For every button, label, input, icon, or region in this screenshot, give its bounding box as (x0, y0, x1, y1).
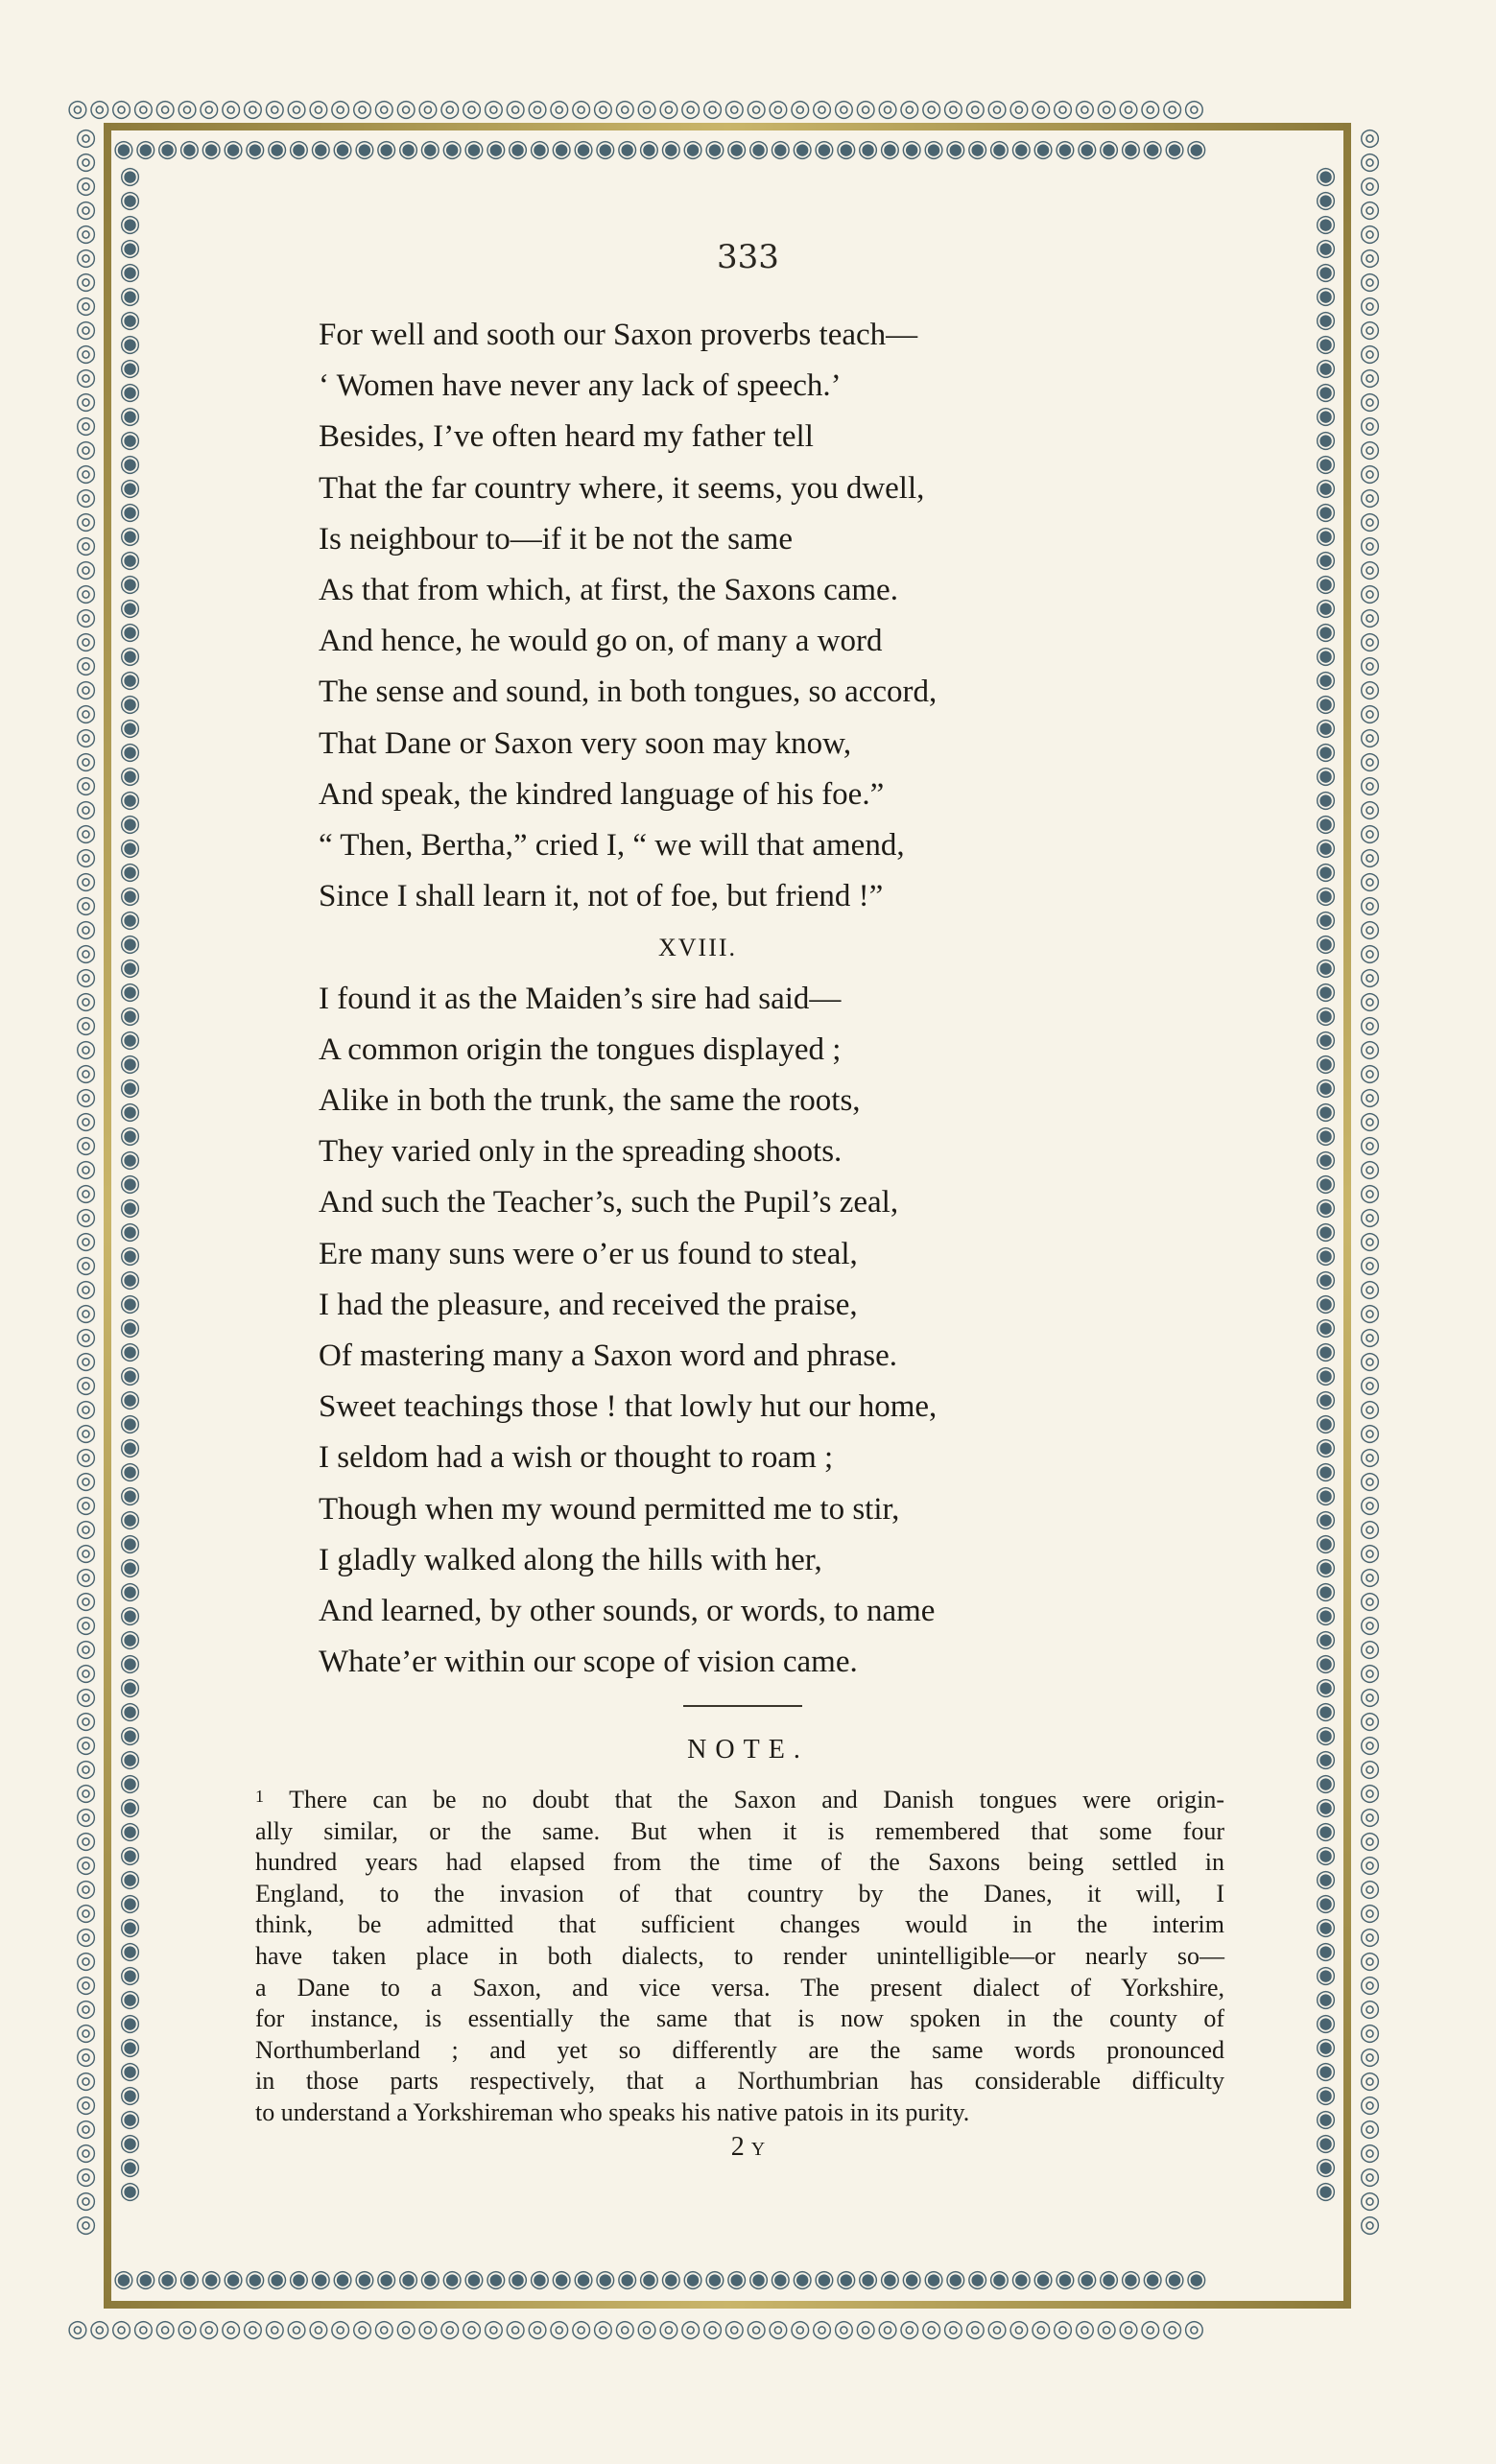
footnote-line: Northumberland ; and yet so differently are the same words pronounced (255, 2035, 1224, 2064)
poem-line: The sense and sound, in both tongues, so accord, (319, 675, 938, 710)
note-heading: NOTE. (687, 1735, 809, 1765)
section-divider (683, 1705, 802, 1707)
border-top-outer: ◎◎◎◎◎◎◎◎◎◎◎◎◎◎◎◎◎◎◎◎◎◎◎◎◎◎◎◎◎◎◎◎◎◎◎◎◎◎◎◎◎◎◎◎◎◎◎◎◎◎◎◎ (67, 96, 1206, 120)
poem-line: Whate’er within our scope of vision came. (319, 1645, 858, 1680)
poem-line: Since I shall learn it, not of foe, but friend !” (319, 879, 884, 914)
poem-line: ‘ Women have never any lack of speech.’ (319, 368, 842, 404)
border-left-inner: ◉◉◉◉◉◉◉◉◉◉◉◉◉◉◉◉◉◉◉◉◉◉◉◉◉◉◉◉◉◉◉◉◉◉◉◉◉◉◉◉◉◉◉◉◉◉◉◉◉◉◉◉◉◉◉◉◉◉◉◉◉◉◉◉◉◉◉◉◉◉◉◉◉◉◉◉◉◉◉◉◉◉◉◉◉ (119, 163, 142, 2204)
footnote-line: England, to the invasion of that country by the Danes, it will, I (255, 1879, 1224, 1907)
poem-line: I gladly walked along the hills with her, (319, 1542, 822, 1577)
footnote-line: $^1$ There can be no doubt that the Saxon and Danish tongues were origin- (255, 1786, 1224, 1813)
footnote-line: to understand a Yorkshireman who speaks his native patois in its purity. (255, 2097, 970, 2126)
poem-line: And learned, by other sounds, or words, to name (319, 1594, 936, 1629)
poem-line: Is neighbour to—if it be not the same (319, 521, 793, 557)
footnote-line: for instance, is essentially the same that is now spoken in the county of (255, 2004, 1224, 2033)
stanza-number: XVIII. (657, 934, 738, 962)
footnote-line: have taken place in both dialects, to render unintelligible—or nearly so— (255, 1941, 1224, 1970)
footnote (255, 1781, 1224, 2129)
border-right-inner: ◉◉◉◉◉◉◉◉◉◉◉◉◉◉◉◉◉◉◉◉◉◉◉◉◉◉◉◉◉◉◉◉◉◉◉◉◉◉◉◉◉◉◉◉◉◉◉◉◉◉◉◉◉◉◉◉◉◉◉◉◉◉◉◉◉◉◉◉◉◉◉◉◉◉◉◉◉◉◉◉◉◉◉◉◉ (1315, 163, 1338, 2204)
poem (319, 310, 1182, 1688)
poem-line: And speak, the kindred language of his foe.” (319, 776, 885, 812)
poem-line: And such the Teacher’s, such the Pupil’s zeal, (319, 1185, 899, 1220)
poem-line: And hence, he would go on, of many a word (319, 624, 883, 659)
poem-line: Alike in both the trunk, the same the roots, (319, 1083, 861, 1119)
poem-line: I seldom had a wish or thought to roam ; (319, 1440, 834, 1476)
poem-line: For well and sooth our Saxon proverbs teach— (319, 318, 918, 352)
poem-line: I found it as the Maiden’s sire had said— (319, 981, 842, 1016)
border-right-outer: ◎◎◎◎◎◎◎◎◎◎◎◎◎◎◎◎◎◎◎◎◎◎◎◎◎◎◎◎◎◎◎◎◎◎◎◎◎◎◎◎◎◎◎◎◎◎◎◎◎◎◎◎◎◎◎◎◎◎◎◎◎◎◎◎◎◎◎◎◎◎◎◎◎◎◎◎◎◎◎◎◎◎◎◎◎◎◎◎ (1359, 125, 1382, 2238)
footnote-line: think, be admitted that sufficient changes would in the interim (255, 1910, 1224, 1939)
border-right-gold (1343, 123, 1351, 2309)
border-bottom-outer: ◎◎◎◎◎◎◎◎◎◎◎◎◎◎◎◎◎◎◎◎◎◎◎◎◎◎◎◎◎◎◎◎◎◎◎◎◎◎◎◎◎◎◎◎◎◎◎◎◎◎◎◎ (67, 2316, 1206, 2340)
poem-line: Though when my wound permitted me to stir, (319, 1491, 900, 1527)
poem-line: Of mastering many a Saxon word and phrase. (319, 1339, 898, 1374)
signature-number: 2 (730, 2132, 745, 2162)
border-top-gold (104, 123, 1351, 130)
footnote-line: in those parts respectively, that a Northumbrian has considerable difficulty (255, 2067, 1224, 2096)
printer-signature (0, 2132, 1496, 2163)
footnote-line: a Dane to a Saxon, and vice versa. The present dialect of Yorkshire, (255, 1973, 1224, 2002)
poem-line: “ Then, Bertha,” cried I, “ we will that amend, (319, 828, 905, 864)
border-top-inner: ◉◉◉◉◉◉◉◉◉◉◉◉◉◉◉◉◉◉◉◉◉◉◉◉◉◉◉◉◉◉◉◉◉◉◉◉◉◉◉◉◉◉◉◉◉◉◉◉◉◉ (113, 136, 1208, 160)
poem-line: Ere many suns were o’er us found to steal, (319, 1236, 858, 1271)
footnote-marker: 1 (255, 1787, 264, 1806)
border-bottom-gold (104, 2301, 1351, 2309)
poem-line: Besides, I’ve often heard my father tell (319, 419, 814, 455)
poem-line: Sweet teachings those ! that lowly hut our home, (319, 1389, 938, 1425)
border-left-outer: ◎◎◎◎◎◎◎◎◎◎◎◎◎◎◎◎◎◎◎◎◎◎◎◎◎◎◎◎◎◎◎◎◎◎◎◎◎◎◎◎◎◎◎◎◎◎◎◎◎◎◎◎◎◎◎◎◎◎◎◎◎◎◎◎◎◎◎◎◎◎◎◎◎◎◎◎◎◎◎◎◎◎◎◎◎◎◎◎ (75, 125, 98, 2238)
signature-letter: Y (750, 2139, 766, 2160)
border-bottom-inner: ◉◉◉◉◉◉◉◉◉◉◉◉◉◉◉◉◉◉◉◉◉◉◉◉◉◉◉◉◉◉◉◉◉◉◉◉◉◉◉◉◉◉◉◉◉◉◉◉◉◉ (113, 2266, 1208, 2290)
poem-line: I had the pleasure, and received the praise, (319, 1287, 858, 1322)
poem-line: They varied only in the spreading shoots. (319, 1134, 843, 1170)
border-left-gold (104, 123, 111, 2309)
footnote-line: ally similar, or the same. But when it is remembered that some four (255, 1816, 1224, 1845)
poem-line: That Dane or Saxon very soon may know, (319, 725, 852, 761)
poem-line: That the far country where, it seems, you dwell, (319, 470, 925, 506)
poem-line: As that from which, at first, the Saxons came. (319, 573, 898, 608)
page-number: 333 (717, 238, 779, 276)
footnote-line: hundred years had elapsed from the time of the Saxons being settled in (255, 1848, 1224, 1877)
poem-line: A common origin the tongues displayed ; (319, 1031, 842, 1067)
